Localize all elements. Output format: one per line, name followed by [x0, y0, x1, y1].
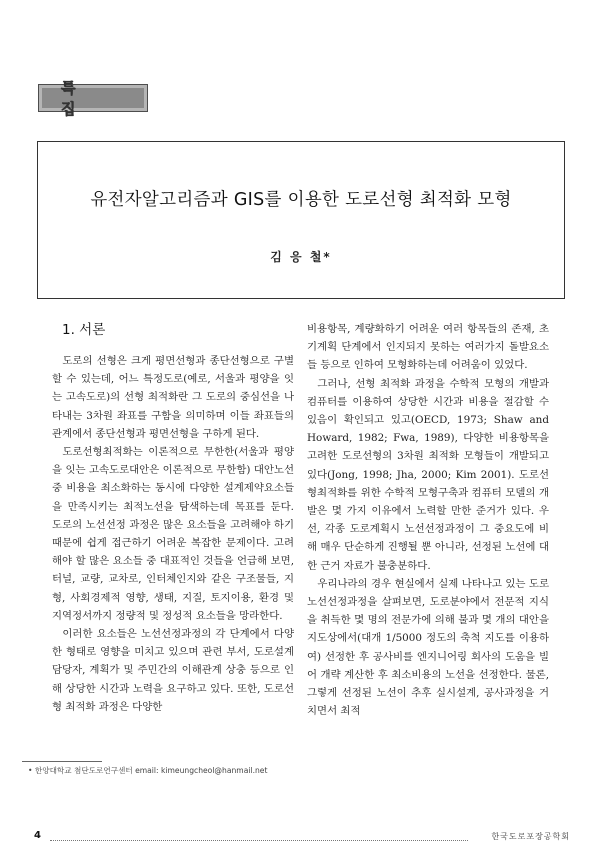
footer-divider: [50, 840, 468, 841]
right-column: [307, 320, 549, 720]
journal-name: 한국도로포장공학회: [491, 832, 570, 841]
footnote: • 한양대학교 첨단도로연구센터 email: kimeungcheol@hanmail.net: [28, 766, 268, 775]
paragraph: 이러한 요소들은 노선선정과정의 각 단계에서 다양한 형태로 영향을 미치고 있으며 관련 부서, 도로설계 담당자, 계획가 및 주민간의 이해관계 상충 등으로 인해 상당한 시간과 노력을 요구하고 있다. 또한, 도로선형 최적화 과정은 다양한: [52, 628, 294, 713]
page-number: 4: [34, 830, 41, 841]
paragraph: 비용항목, 계량화하기 어려운 여러 항목들의 존재, 초기계획 단계에서 인지되지 못하는 여러가지 돌발요소들 등으로 인하여 모형화하는데 어려움이 있었다.: [307, 323, 549, 372]
title-box: [37, 141, 565, 299]
author-name: 김 응 철*: [270, 250, 332, 264]
paragraph: 도로의 선형은 크게 평면선형과 종단선형으로 구별할 수 있는데, 어느 특정도로(예로, 서울과 평양을 잇는 고속도로)의 선형 최적화란 그 도로의 중심선을 나타내는 3차원 좌표를 구함을 의미하며 이들 좌표들의 관계에서 종단선형과 평면선형을 구하게 된다.: [52, 355, 294, 440]
paragraph: 도로선형최적화는 이론적으로 무한한(서울과 평양을 잇는 고속도로대안은 이론적으로 무한함) 대안노선중 비용을 최소화하는 동시에 다양한 설계제약요소들을 만족시키는 최적노선을 탐색하는데 목표를 둔다. 도로의 노선선정 과정은 많은 요소들을 고려해야 하기 때문에 쉽게 접근하기 어려운 복잡한 문제이다. 고려해야 할 많은 요소들 중 대표적인 것들을 언급해 보면, 터널, 교량, 교차로, 인터체인지와 같은 구조물들, 지형, 사회경제적 영향, 생태, 지질, 토지이용, 환경 및 지역정서까지 정량적 및 정성적 요소들을 망라한다.: [52, 446, 294, 622]
left-column: [52, 320, 294, 716]
paragraph: 그러나, 선형 최적화 과정을 수학적 모형의 개발과 컴퓨터를 이용하여 상당한 시간과 비용을 절감할 수 있음이 확인되고 있고(OECD, 1973; Shaw and Howard, 1982; Fwa, 1989), 다양한 비용항목을 고려한 도로선형의 3차원 최적화 모형들이 개발되고 있다(Jong, 1998; Jha, 2000; Kim 2001). 도로선형최적화를 위한 수학적 모형구축과 컴퓨터 모델의 개발은 몇 가지 이유에서 노력할 만한 준거가 있다. 우선, 각종 도로계획시 노선선정과정이 그 중요도에 비해 매우 단순하게 진행될 뿐 아니라, 선정된 노선에 대한 근거 자료가 불충분하다.: [307, 377, 549, 572]
section-tag: [38, 79, 148, 118]
paper-title: 유전자알고리즘과 GIS를 이용한 도로선형 최적화 모형: [90, 190, 512, 210]
section-tag-label: 특 집: [61, 79, 98, 118]
section-heading: 1. 서론: [62, 322, 106, 338]
paragraph: 우리나라의 경우 현실에서 실제 나타나고 있는 도로노선선정과정을 살펴보면, 도로분야에서 전문적 지식을 취득한 몇 명의 전문가에 의해 불과 몇 개의 대안을 지도상에서(대개 1/5000 정도의 축척 지도를 이용하여) 선정한 후 공사비를 엔지니어링 회사의 도움을 빌어 개략 계산한 후 최소비용의 노선을 선정한다. 물론, 그렇게 선정된 노선이 추후 실시설계, 공사과정을 거치면서 최적: [307, 577, 549, 718]
footnote-divider: [22, 761, 102, 762]
